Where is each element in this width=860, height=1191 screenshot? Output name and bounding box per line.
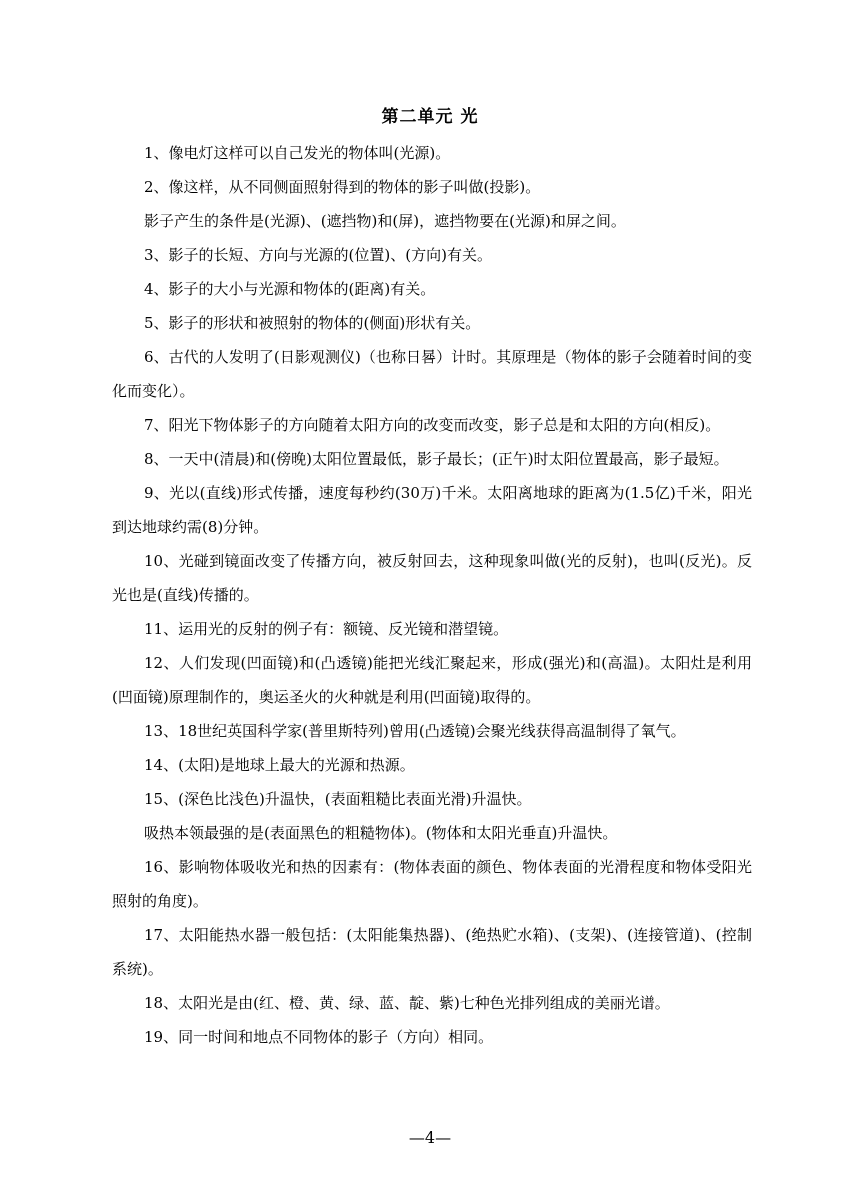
content-body <box>112 136 752 1054</box>
page-title: 第二单元 光 <box>381 107 479 127</box>
paragraph-heat-absorption: 吸热本领最强的是(表面黑色的粗糙物体)。(物体和太阳光垂直)升温快。 <box>144 824 618 842</box>
paragraph-17: 17、太阳能热水器一般包括：(太阳能集热器)、(绝热贮水箱)、(支架)、(连接管道)、(控制系统)。 <box>112 926 752 978</box>
paragraph-16: 16、影响物体吸收光和热的因素有：(物体表面的颜色、物体表面的光滑程度和物体受阳光照射的角度)。 <box>112 858 752 910</box>
page-number: —4— <box>408 1128 452 1147</box>
paragraph-4: 4、影子的大小与光源和物体的(距离)有关。 <box>144 280 436 298</box>
paragraph-18: 18、太阳光是由(红、橙、黄、绿、蓝、靛、紫)七种色光排列组成的美丽光谱。 <box>144 994 670 1012</box>
paragraph-shadow-conditions: 影子产生的条件是(光源)、(遮挡物)和(屏)，遮挡物要在(光源)和屏之间。 <box>144 212 626 230</box>
paragraph-1: 1、像电灯这样可以自己发光的物体叫(光源)。 <box>144 144 451 162</box>
paragraph-7: 7、阳光下物体影子的方向随着太阳方向的改变而改变，影子总是和太阳的方向(相反)。 <box>144 416 721 434</box>
paragraph-15: 15、(深色比浅色)升温快，(表面粗糙比表面光滑)升温快。 <box>144 790 532 808</box>
paragraph-13: 13、18世纪英国科学家(普里斯特列)曾用(凸透镜)会聚光线获得高温制得了氧气。 <box>144 722 686 740</box>
paragraph-11: 11、运用光的反射的例子有：额镜、反光镜和潜望镜。 <box>144 620 509 638</box>
paragraph-12: 12、人们发现(凹面镜)和(凸透镜)能把光线汇聚起来，形成(强光)和(高温)。太阳灶是利用(凹面镜)原理制作的，奥运圣火的火种就是利用(凹面镜)取得的。 <box>112 654 752 706</box>
paragraph-8: 8、一天中(清晨)和(傍晚)太阳位置最低，影子最长；(正午)时太阳位置最高，影子最短。 <box>144 450 729 468</box>
paragraph-2: 2、像这样，从不同侧面照射得到的物体的影子叫做(投影)。 <box>144 178 541 196</box>
paragraph-3: 3、影子的长短、方向与光源的(位置)、(方向)有关。 <box>144 246 492 264</box>
paragraph-9: 9、光以(直线)形式传播，速度每秒约(30万)千米。太阳离地球的距离为(1.5亿)千米，阳光到达地球约需(8)分钟。 <box>112 484 752 536</box>
paragraph-19: 19、同一时间和地点不同物体的影子（方向）相同。 <box>144 1028 494 1046</box>
paragraph-10: 10、光碰到镜面改变了传播方向，被反射回去，这种现象叫做(光的反射)，也叫(反光)。反光也是(直线)传播的。 <box>112 552 752 604</box>
paragraph-14: 14、(太阳)是地球上最大的光源和热源。 <box>144 756 415 774</box>
paragraph-5: 5、影子的形状和被照射的物体的(侧面)形状有关。 <box>144 314 481 332</box>
paragraph-6: 6、古代的人发明了(日影观测仪)（也称日晷）计时。其原理是（物体的影子会随着时间的变化而变化）。 <box>112 348 752 400</box>
